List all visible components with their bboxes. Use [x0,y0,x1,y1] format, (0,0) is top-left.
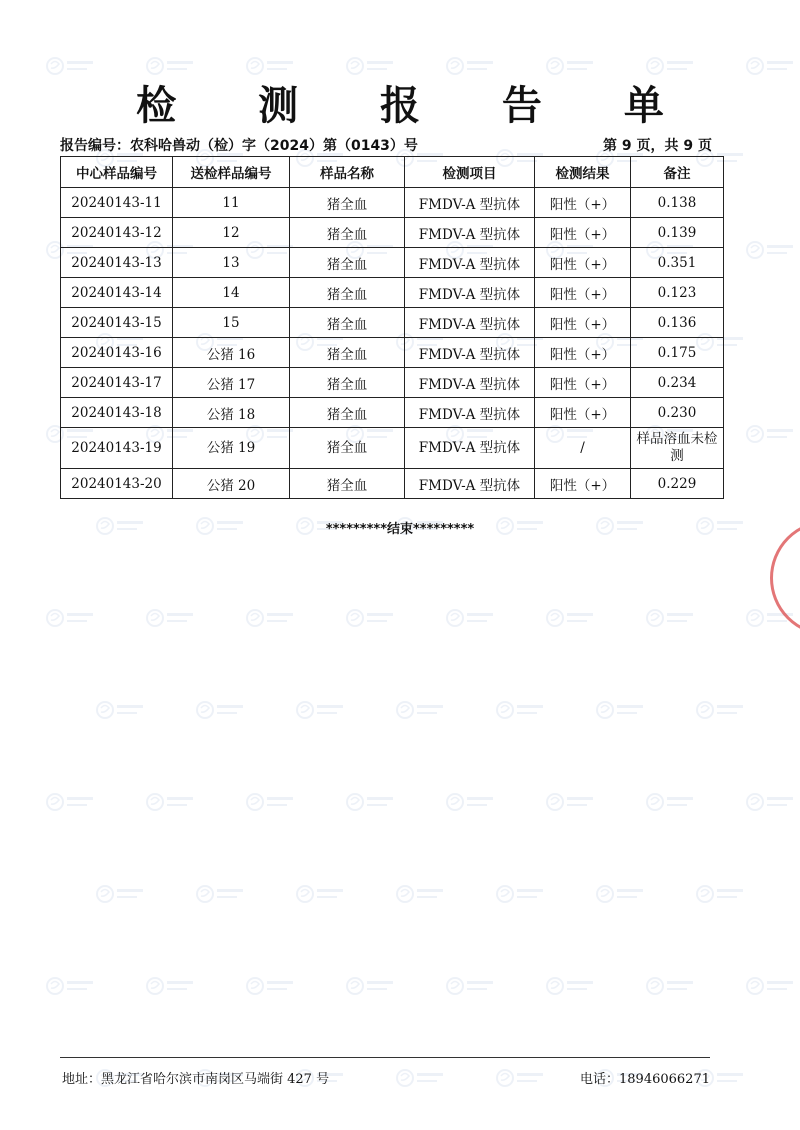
cell-test-item: FMDV-A 型抗体 [405,278,535,308]
cell-test-item: FMDV-A 型抗体 [405,428,535,469]
watermark-logo-icon [545,975,597,1001]
cell-submitted-sample-id: 公猪 20 [173,469,290,499]
cell-test-result: 阳性（+） [535,308,631,338]
cell-center-sample-id: 20240143-11 [61,188,173,218]
results-table [60,156,724,499]
cell-remarks: 0.234 [631,368,724,398]
cell-submitted-sample-id: 15 [173,308,290,338]
cell-test-item: FMDV-A 型抗体 [405,338,535,368]
watermark-logo-icon [245,791,297,817]
watermark-logo-icon [145,975,197,1001]
cell-submitted-sample-id: 14 [173,278,290,308]
cell-center-sample-id: 20240143-13 [61,248,173,278]
footer-divider [60,1057,710,1058]
watermark-logo-icon [395,883,447,909]
red-seal-stamp [770,520,800,636]
cell-remarks: 0.351 [631,248,724,278]
table-body [61,188,724,499]
watermark-logo-icon [545,791,597,817]
watermark-logo-icon [745,239,797,265]
table-row [61,398,724,428]
cell-sample-name: 猪全血 [290,248,405,278]
page-info: 第 9 页，共 9 页 [603,138,712,154]
watermark-logo-icon [295,883,347,909]
cell-submitted-sample-id: 11 [173,188,290,218]
watermark-logo-icon [645,791,697,817]
cell-test-result: 阳性（+） [535,469,631,499]
watermark-logo-icon [595,699,647,725]
watermark-logo-icon [245,55,297,81]
end-mark: *********结束********* [325,522,475,537]
cell-test-item: FMDV-A 型抗体 [405,469,535,499]
watermark-logo-icon [345,55,397,81]
cell-sample-name: 猪全血 [290,428,405,469]
cell-test-result: 阳性（+） [535,368,631,398]
watermark-logo-icon [145,55,197,81]
watermark-logo-icon [395,699,447,725]
cell-sample-name: 猪全血 [290,338,405,368]
cell-test-result: 阳性（+） [535,218,631,248]
table-row [61,469,724,499]
cell-sample-name: 猪全血 [290,278,405,308]
watermark-logo-icon [95,699,147,725]
watermark-logo-icon [445,55,497,81]
watermark-logo-icon [495,699,547,725]
header-sample-name: 样品名称 [290,157,405,188]
cell-test-result: 阳性（+） [535,278,631,308]
watermark-logo-icon [445,975,497,1001]
cell-sample-name: 猪全血 [290,398,405,428]
cell-test-item: FMDV-A 型抗体 [405,218,535,248]
watermark-logo-icon [695,883,747,909]
cell-test-item: FMDV-A 型抗体 [405,368,535,398]
header-submitted-sample-id: 送检样品编号 [173,157,290,188]
watermark-logo-icon [445,607,497,633]
table-row [61,338,724,368]
cell-remarks: 样品溶血未检测 [631,428,724,469]
cell-test-item: FMDV-A 型抗体 [405,308,535,338]
watermark-logo-icon [445,791,497,817]
table-row [61,188,724,218]
header-test-result: 检测结果 [535,157,631,188]
cell-submitted-sample-id: 公猪 18 [173,398,290,428]
table-row [61,218,724,248]
cell-submitted-sample-id: 13 [173,248,290,278]
cell-test-result: 阳性（+） [535,248,631,278]
cell-remarks: 0.175 [631,338,724,368]
watermark-logo-icon [245,607,297,633]
cell-center-sample-id: 20240143-15 [61,308,173,338]
watermark-logo-icon [345,791,397,817]
cell-sample-name: 猪全血 [290,218,405,248]
cell-center-sample-id: 20240143-20 [61,469,173,499]
table-row [61,278,724,308]
cell-submitted-sample-id: 公猪 17 [173,368,290,398]
cell-remarks: 0.230 [631,398,724,428]
cell-remarks: 0.139 [631,218,724,248]
cell-test-result: / [535,428,631,469]
watermark-logo-icon [145,607,197,633]
header-test-item: 检测项目 [405,157,535,188]
watermark-logo-icon [195,699,247,725]
footer-phone: 电话：18946066271 [580,1072,710,1087]
cell-remarks: 0.229 [631,469,724,499]
header-center-sample-id: 中心样品编号 [61,157,173,188]
table-row [61,428,724,469]
watermark-logo-icon [295,699,347,725]
watermark-logo-icon [695,699,747,725]
cell-center-sample-id: 20240143-14 [61,278,173,308]
watermark-logo-icon [645,55,697,81]
cell-sample-name: 猪全血 [290,368,405,398]
cell-sample-name: 猪全血 [290,188,405,218]
cell-sample-name: 猪全血 [290,469,405,499]
report-number: 报告编号：农科哈兽动（检）字（2024）第（0143）号 [60,138,418,154]
watermark-logo-icon [645,607,697,633]
table-row [61,368,724,398]
watermark-logo-icon [45,791,97,817]
cell-submitted-sample-id: 12 [173,218,290,248]
watermark-logo-icon [45,975,97,1001]
watermark-logo-icon [745,423,797,449]
watermark-logo-icon [745,791,797,817]
watermark-logo-icon [395,1067,447,1093]
cell-center-sample-id: 20240143-12 [61,218,173,248]
cell-test-result: 阳性（+） [535,188,631,218]
document-title: 检 测 报 告 单 [136,83,698,129]
cell-center-sample-id: 20240143-18 [61,398,173,428]
watermark-logo-icon [145,791,197,817]
cell-test-result: 阳性（+） [535,398,631,428]
watermark-logo-icon [495,1067,547,1093]
cell-submitted-sample-id: 公猪 16 [173,338,290,368]
cell-submitted-sample-id: 公猪 19 [173,428,290,469]
watermark-logo-icon [245,975,297,1001]
watermark-logo-icon [95,883,147,909]
table-row [61,308,724,338]
table-row [61,248,724,278]
table-header-row [61,157,724,188]
watermark-logo-icon [345,607,397,633]
cell-center-sample-id: 20240143-16 [61,338,173,368]
cell-remarks: 0.123 [631,278,724,308]
cell-center-sample-id: 20240143-17 [61,368,173,398]
cell-test-result: 阳性（+） [535,338,631,368]
cell-remarks: 0.136 [631,308,724,338]
watermark-logo-icon [495,883,547,909]
watermark-logo-icon [595,883,647,909]
watermark-logo-icon [195,883,247,909]
watermark-logo-icon [645,975,697,1001]
footer-address: 地址：黑龙江省哈尔滨市南岗区马端街 427 号 [62,1072,330,1087]
cell-remarks: 0.138 [631,188,724,218]
watermark-logo-icon [45,607,97,633]
watermark-logo-icon [745,55,797,81]
cell-test-item: FMDV-A 型抗体 [405,248,535,278]
cell-center-sample-id: 20240143-19 [61,428,173,469]
watermark-logo-icon [345,975,397,1001]
header-remarks: 备注 [631,157,724,188]
watermark-logo-icon [545,55,597,81]
watermark-logo-icon [745,975,797,1001]
cell-test-item: FMDV-A 型抗体 [405,188,535,218]
watermark-logo-icon [545,607,597,633]
cell-test-item: FMDV-A 型抗体 [405,398,535,428]
watermark-logo-icon [45,55,97,81]
cell-sample-name: 猪全血 [290,308,405,338]
